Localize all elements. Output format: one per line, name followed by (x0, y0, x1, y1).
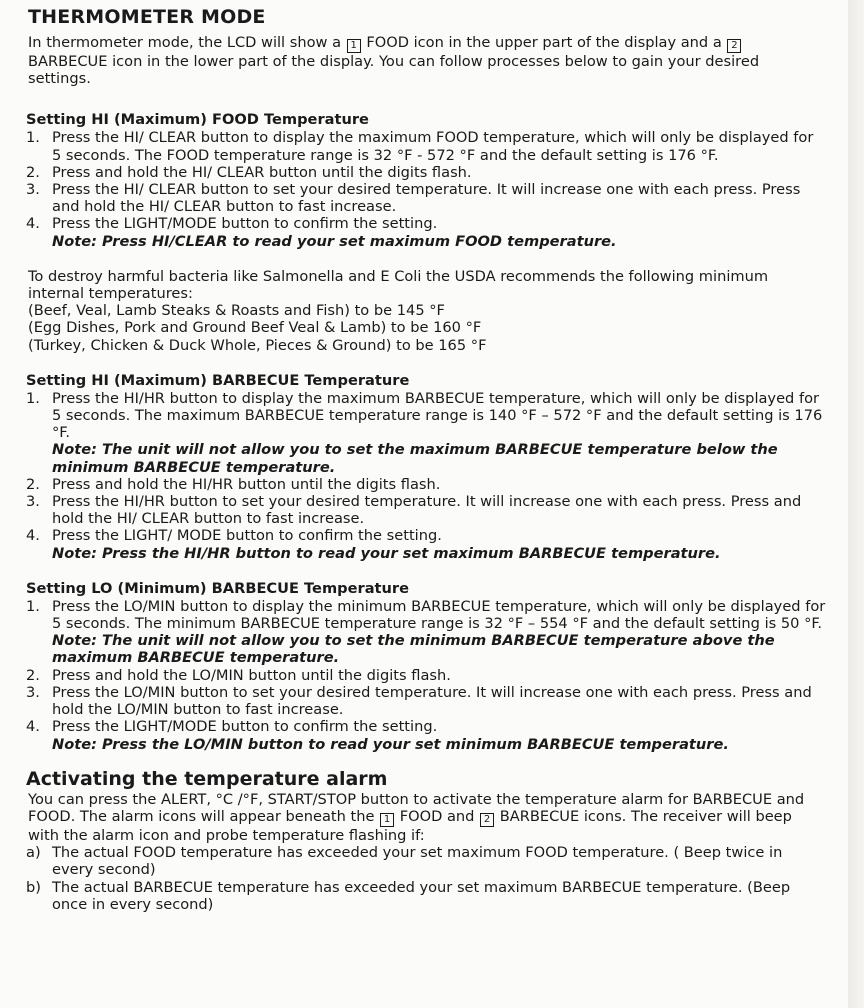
usda-intro: To destroy harmful bacteria like Salmonella and E Coli the USDA recommends the following minimum internal temperatures: (28, 267, 769, 303)
intro-paragraph (28, 34, 826, 87)
alarm-conditions (26, 844, 826, 913)
usda-line: (Egg Dishes, Pork and Ground Beef Veal & Lamb) to be 160 °F (28, 319, 482, 337)
list-item: 3. Press the LO/MIN button to set your desired temperature. It will increase one with each press. Press and hold the LO/MIN button to fast increase. (26, 683, 812, 719)
barbecue-icon-box: 2 (480, 813, 494, 827)
page-content (26, 6, 826, 913)
list-item: 1. Press the HI/ CLEAR button to display the maximum FOOD temperature, which will only be displayed for 5 seconds. The FOOD temperature range is 32 °F - 572 °F and the default setting is 176 °F. (26, 129, 814, 164)
intro-text-2: FOOD icon in the upper part of the display and a (361, 34, 727, 51)
list-item: 2. Press and hold the LO/MIN button until the digits flash. (26, 666, 451, 684)
list-item: 2. Press and hold the HI/ CLEAR button until the digits flash. (26, 163, 472, 181)
list-item: 3. Press the HI/ CLEAR button to set your desired temperature. It will increase one with each press. Press and hold the HI/ CLEAR button to fast increase. (26, 181, 801, 216)
food-hi-heading: Setting HI (Maximum) FOOD Temperature (26, 111, 369, 129)
barbecue-icon-box: 2 (727, 39, 741, 53)
list-item: a) The actual FOOD temperature has exceeded your set maximum FOOD temperature. ( Beep twice in every second) (26, 844, 783, 879)
list-item: 1. Press the LO/MIN button to display the minimum BARBECUE temperature, which will only be displayed for 5 seconds. The minimum BARBECUE temperature range is 32 °F – 554 °F and the default setting is 50 °F. Note: The unit will not allow you to set the minimum BARBECUE temperature above the maximum BARBECUE temperature. (26, 597, 826, 667)
food-icon-box: 1 (347, 39, 361, 53)
alarm-text-3: BARBECUE icons. The receiver will beep with the alarm icon and probe temperature flashing if: (28, 807, 792, 844)
usda-line: (Turkey, Chicken & Duck Whole, Pieces & Ground) to be 165 °F (28, 336, 487, 354)
barbecue-lo-steps (26, 598, 826, 753)
barbecue-lo-heading: Setting LO (Minimum) BARBECUE Temperature (26, 579, 410, 597)
alarm-text-2: FOOD and (395, 807, 480, 825)
food-hi-steps (26, 129, 826, 249)
list-item: 4. Press the LIGHT/MODE button to confirm the setting. Note: Press HI/CLEAR to read your set maximum FOOD temperature. (26, 215, 617, 250)
list-item: 4. Press the LIGHT/ MODE button to confirm the setting. Note: Press the HI/HR button to read your set maximum BARBECUE temperature. (26, 527, 721, 562)
alarm-text-1: You can press the ALERT, °C /°F, START/STOP button to activate the temperature alarm for BARBECUE and FOOD. The alarm icons will appear beneath the (28, 790, 805, 825)
alarm-paragraph (28, 791, 826, 844)
list-item: b) The actual BARBECUE temperature has exceeded your set maximum BARBECUE temperature. (Beep once in every second) (26, 878, 791, 913)
list-item: 3. Press the HI/HR button to set your desired temperature. It will increase one with each press. Press and hold the HI/ CLEAR button to fast increase. (26, 493, 802, 528)
list-item: 1. Press the HI/HR button to display the maximum BARBECUE temperature, which will only be displayed for 5 seconds. The maximum BARBECUE temperature range is 140 °F – 572 °F and the default setting is 176 °F. Note: The unit will not allow you to set the maximum BARBECUE temperature below the minimum BARBECUE temperature. (26, 389, 823, 476)
usda-line: (Beef, Veal, Lamb Steaks & Roasts and Fish) to be 145 °F (28, 302, 445, 320)
barbecue-hi-heading: Setting HI (Maximum) BARBECUE Temperature (26, 371, 410, 389)
page-edge (848, 0, 864, 1008)
barbecue-hi-note: Note: Press the HI/HR button to read your set maximum BARBECUE temperature. (52, 544, 721, 562)
alarm-heading: Activating the temperature alarm (26, 767, 388, 790)
food-hi-note: Note: Press HI/CLEAR to read your set maximum FOOD temperature. (52, 232, 617, 250)
barbecue-lo-note: Note: Press the LO/MIN button to read your set minimum BARBECUE temperature. (52, 735, 729, 753)
barbecue-lo-unit-note: Note: The unit will not allow you to set the minimum BARBECUE temperature above the maximum BARBECUE temperature. (52, 632, 775, 667)
barbecue-hi-unit-note: Note: The unit will not allow you to set the maximum BARBECUE temperature below the minimum BARBECUE temperature. (52, 441, 778, 476)
food-icon-box: 1 (380, 813, 394, 827)
barbecue-hi-steps (26, 390, 826, 562)
list-item: 2. Press and hold the HI/HR button until the digits flash. (26, 475, 441, 493)
list-item: 4. Press the LIGHT/MODE button to confirm the setting. Note: Press the LO/MIN button to read your set minimum BARBECUE temperature. (26, 718, 729, 753)
intro-text-3: BARBECUE icon in the lower part of the display. You can follow processes below to gain your desired settings. (28, 53, 760, 88)
intro-text-1: In thermometer mode, the LCD will show a (28, 34, 346, 51)
section-heading: THERMOMETER MODE (28, 6, 266, 28)
